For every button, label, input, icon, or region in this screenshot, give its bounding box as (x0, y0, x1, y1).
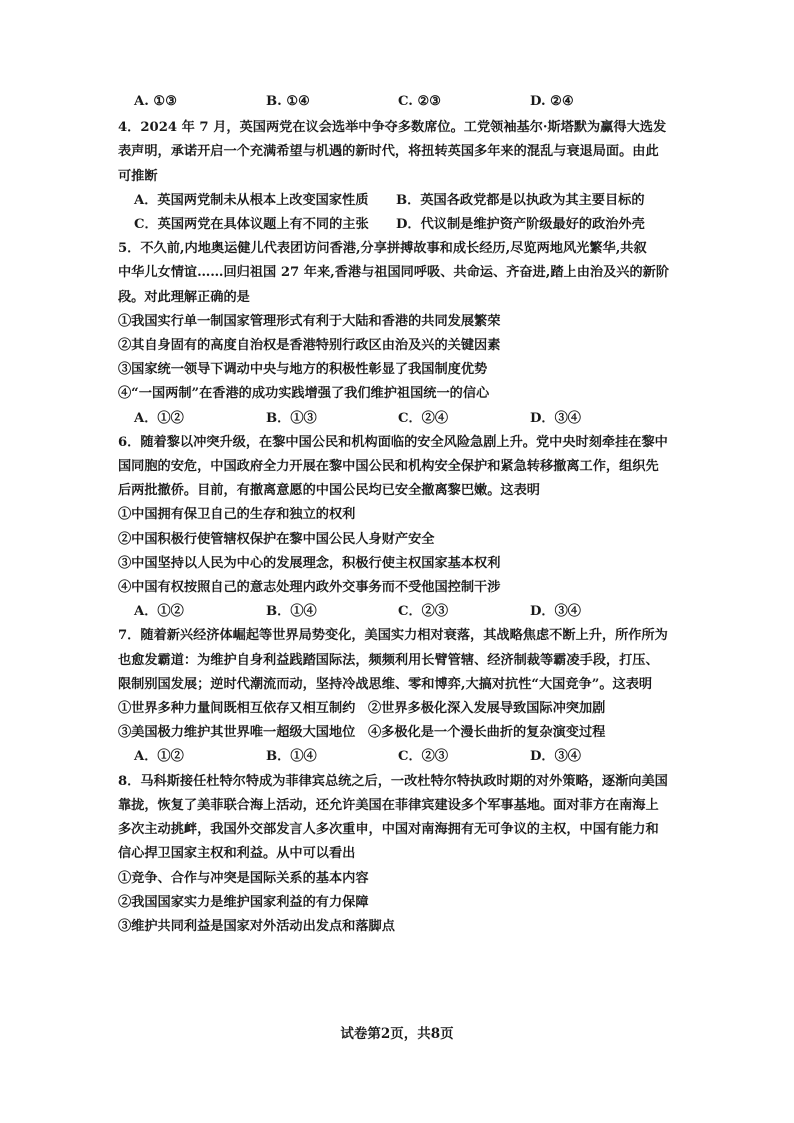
option-b: B. ①④ (266, 94, 310, 109)
q4-option-row (118, 189, 688, 213)
option-b: B．①④ (266, 749, 317, 765)
q8-statement: ②我国国家实力是维护国家利益的有力保障 (118, 894, 369, 910)
option-a: A．英国两党制未从根本上改变国家性质 (134, 192, 369, 208)
q3-options (118, 90, 688, 114)
q7-statement: ①世界多种力量间既相互依存又相互制约 (118, 701, 356, 717)
q5-options (118, 407, 688, 431)
q6-statement: ①中国拥有保卫自己的生存和独立的权利 (118, 507, 356, 523)
q5-statement: ④“一国两制”在香港的成功实践增强了我们维护祖国统一的信心 (118, 386, 490, 402)
option-b: B．英国各政党都是以执政为其主要目标的 (396, 192, 645, 208)
q8-statement: ③维护共同利益是国家对外活动出发点和落脚点 (118, 918, 395, 934)
q5-statement: ③国家统一领导下调动中央与地方的积极性彰显了我国制度优势 (118, 362, 488, 378)
q5-statement: ②其自身固有的高度自治权是香港特别行政区由治及兴的关键因素 (118, 338, 501, 354)
q8-stem-line: 8．马科斯接任杜特尔特成为菲律宾总统之后，一改杜特尔特执政时期的对外策略，逐渐向美国 (118, 773, 668, 789)
q5-stem-line: 5．不久前,内地奥运健儿代表团访问香港,分享拼搏故事和成长经历,尽览两地风光繁华,共叙 (118, 241, 647, 257)
q5-stem-line: 中华儿女情谊……回归祖国 27 年来,香港与祖国同呼吸、共命运、齐奋进,踏上由治及兴的新阶 (118, 265, 670, 281)
q6-options (118, 600, 688, 624)
q4-stem-line: 4．2024 年 7 月，英国两党在议会选举中争夺多数席位。工党领袖基尔·斯塔默为赢得大选发 (118, 120, 667, 136)
option-c: C．②③ (398, 604, 449, 620)
option-d: D. ②④ (530, 94, 574, 109)
q6-statement: ②中国积极行使管辖权保护在黎中国公民人身财产安全 (118, 531, 435, 547)
page-footer: 试卷第2页，共8页 (340, 1026, 454, 1042)
option-a: A．①② (134, 604, 184, 620)
q4-option-row (118, 213, 688, 237)
option-a: A．①② (134, 749, 184, 765)
q7-stem-line: 7．随着新兴经济体崛起等世界局势变化，美国实力相对衰落，其战略焦虑不断上升，所作所为 (118, 628, 668, 644)
q6-stem-line: 国同胞的安危，中国政府全力开展在黎中国公民和机构安全保护和紧急转移撤离工作，组织先 (118, 459, 659, 475)
option-c: C．②③ (398, 749, 449, 765)
q7-statement: ③美国极力维护其世界唯一超级大国地位 (118, 725, 356, 741)
option-a: A．①② (134, 410, 184, 426)
question-8 (118, 770, 688, 939)
q5-statement: ①我国实行单一制国家管理形式有利于大陆和香港的共同发展繁荣 (118, 313, 501, 329)
question-4 (118, 116, 688, 237)
q7-statement: ④多极化是一个漫长曲折的复杂演变过程 (368, 725, 606, 741)
q7-stem-line: 也愈发霸道：为维护自身利益践踏国际法，频频利用长臂管辖、经济制裁等霸凌手段，打压、 (118, 652, 659, 668)
option-c: C. ②③ (398, 94, 442, 109)
q6-statement: ④中国有权按照自己的意志处理内政外交事务而不受他国控制干涉 (118, 580, 501, 596)
q4-stem-line: 表声明，承诺开启一个充满希望与机遇的新时代，将扭转英国多年来的混乱与衰退局面。由此 (118, 144, 659, 160)
option-c: C．英国两党在具体议题上有不同的主张 (134, 217, 369, 233)
option-d: D．③④ (530, 604, 581, 620)
q7-statement-row (118, 697, 688, 721)
q8-stem-line: 信心捍卫国家主权和利益。从中可以看出 (118, 846, 356, 862)
q4-stem-line: 可推断 (118, 168, 158, 184)
option-c: C．②④ (398, 410, 449, 426)
question-6 (118, 431, 688, 625)
q8-statement: ①竞争、合作与冲突是国际关系的基本内容 (118, 870, 369, 886)
q7-stem-line: 限制别国发展；逆时代潮流而动，坚持冷战思维、零和博弈,大搞对抗性“大国竞争”。这表明 (118, 676, 653, 692)
option-d: D．代议制是维护资产阶级最好的政治外壳 (396, 217, 645, 233)
option-d: D．③④ (530, 410, 581, 426)
exam-content (118, 90, 688, 939)
question-5 (118, 237, 688, 431)
option-a: A. ①③ (134, 94, 178, 109)
q8-stem-line: 多次主动挑衅，我国外交部发言人多次重申，中国对南海拥有无可争议的主权，中国有能力和 (118, 822, 659, 838)
q7-statement: ②世界多极化深入发展导致国际冲突加剧 (368, 701, 606, 717)
q5-stem-line: 段。对此理解正确的是 (118, 289, 250, 305)
question-7 (118, 624, 688, 769)
q6-stem-line: 后两批撤侨。目前，有撤离意愿的中国公民均已安全撤离黎巴嫩。这表明 (118, 483, 540, 499)
option-b: B．①④ (266, 604, 317, 620)
q7-options (118, 745, 688, 769)
option-d: D．③④ (530, 749, 581, 765)
q6-statement: ③中国坚持以人民为中心的发展理念，积极行使主权国家基本权利 (118, 555, 501, 571)
q8-stem-line: 靠拢，恢复了美菲联合海上活动，还允许美国在菲律宾建设多个军事基地。面对菲方在南海上 (118, 797, 659, 813)
option-b: B．①③ (266, 410, 317, 426)
q6-stem-line: 6．随着黎以冲突升级，在黎中国公民和机构面临的安全风险急剧上升。党中央时刻牵挂在黎中 (118, 434, 668, 450)
q7-statement-row (118, 721, 688, 745)
